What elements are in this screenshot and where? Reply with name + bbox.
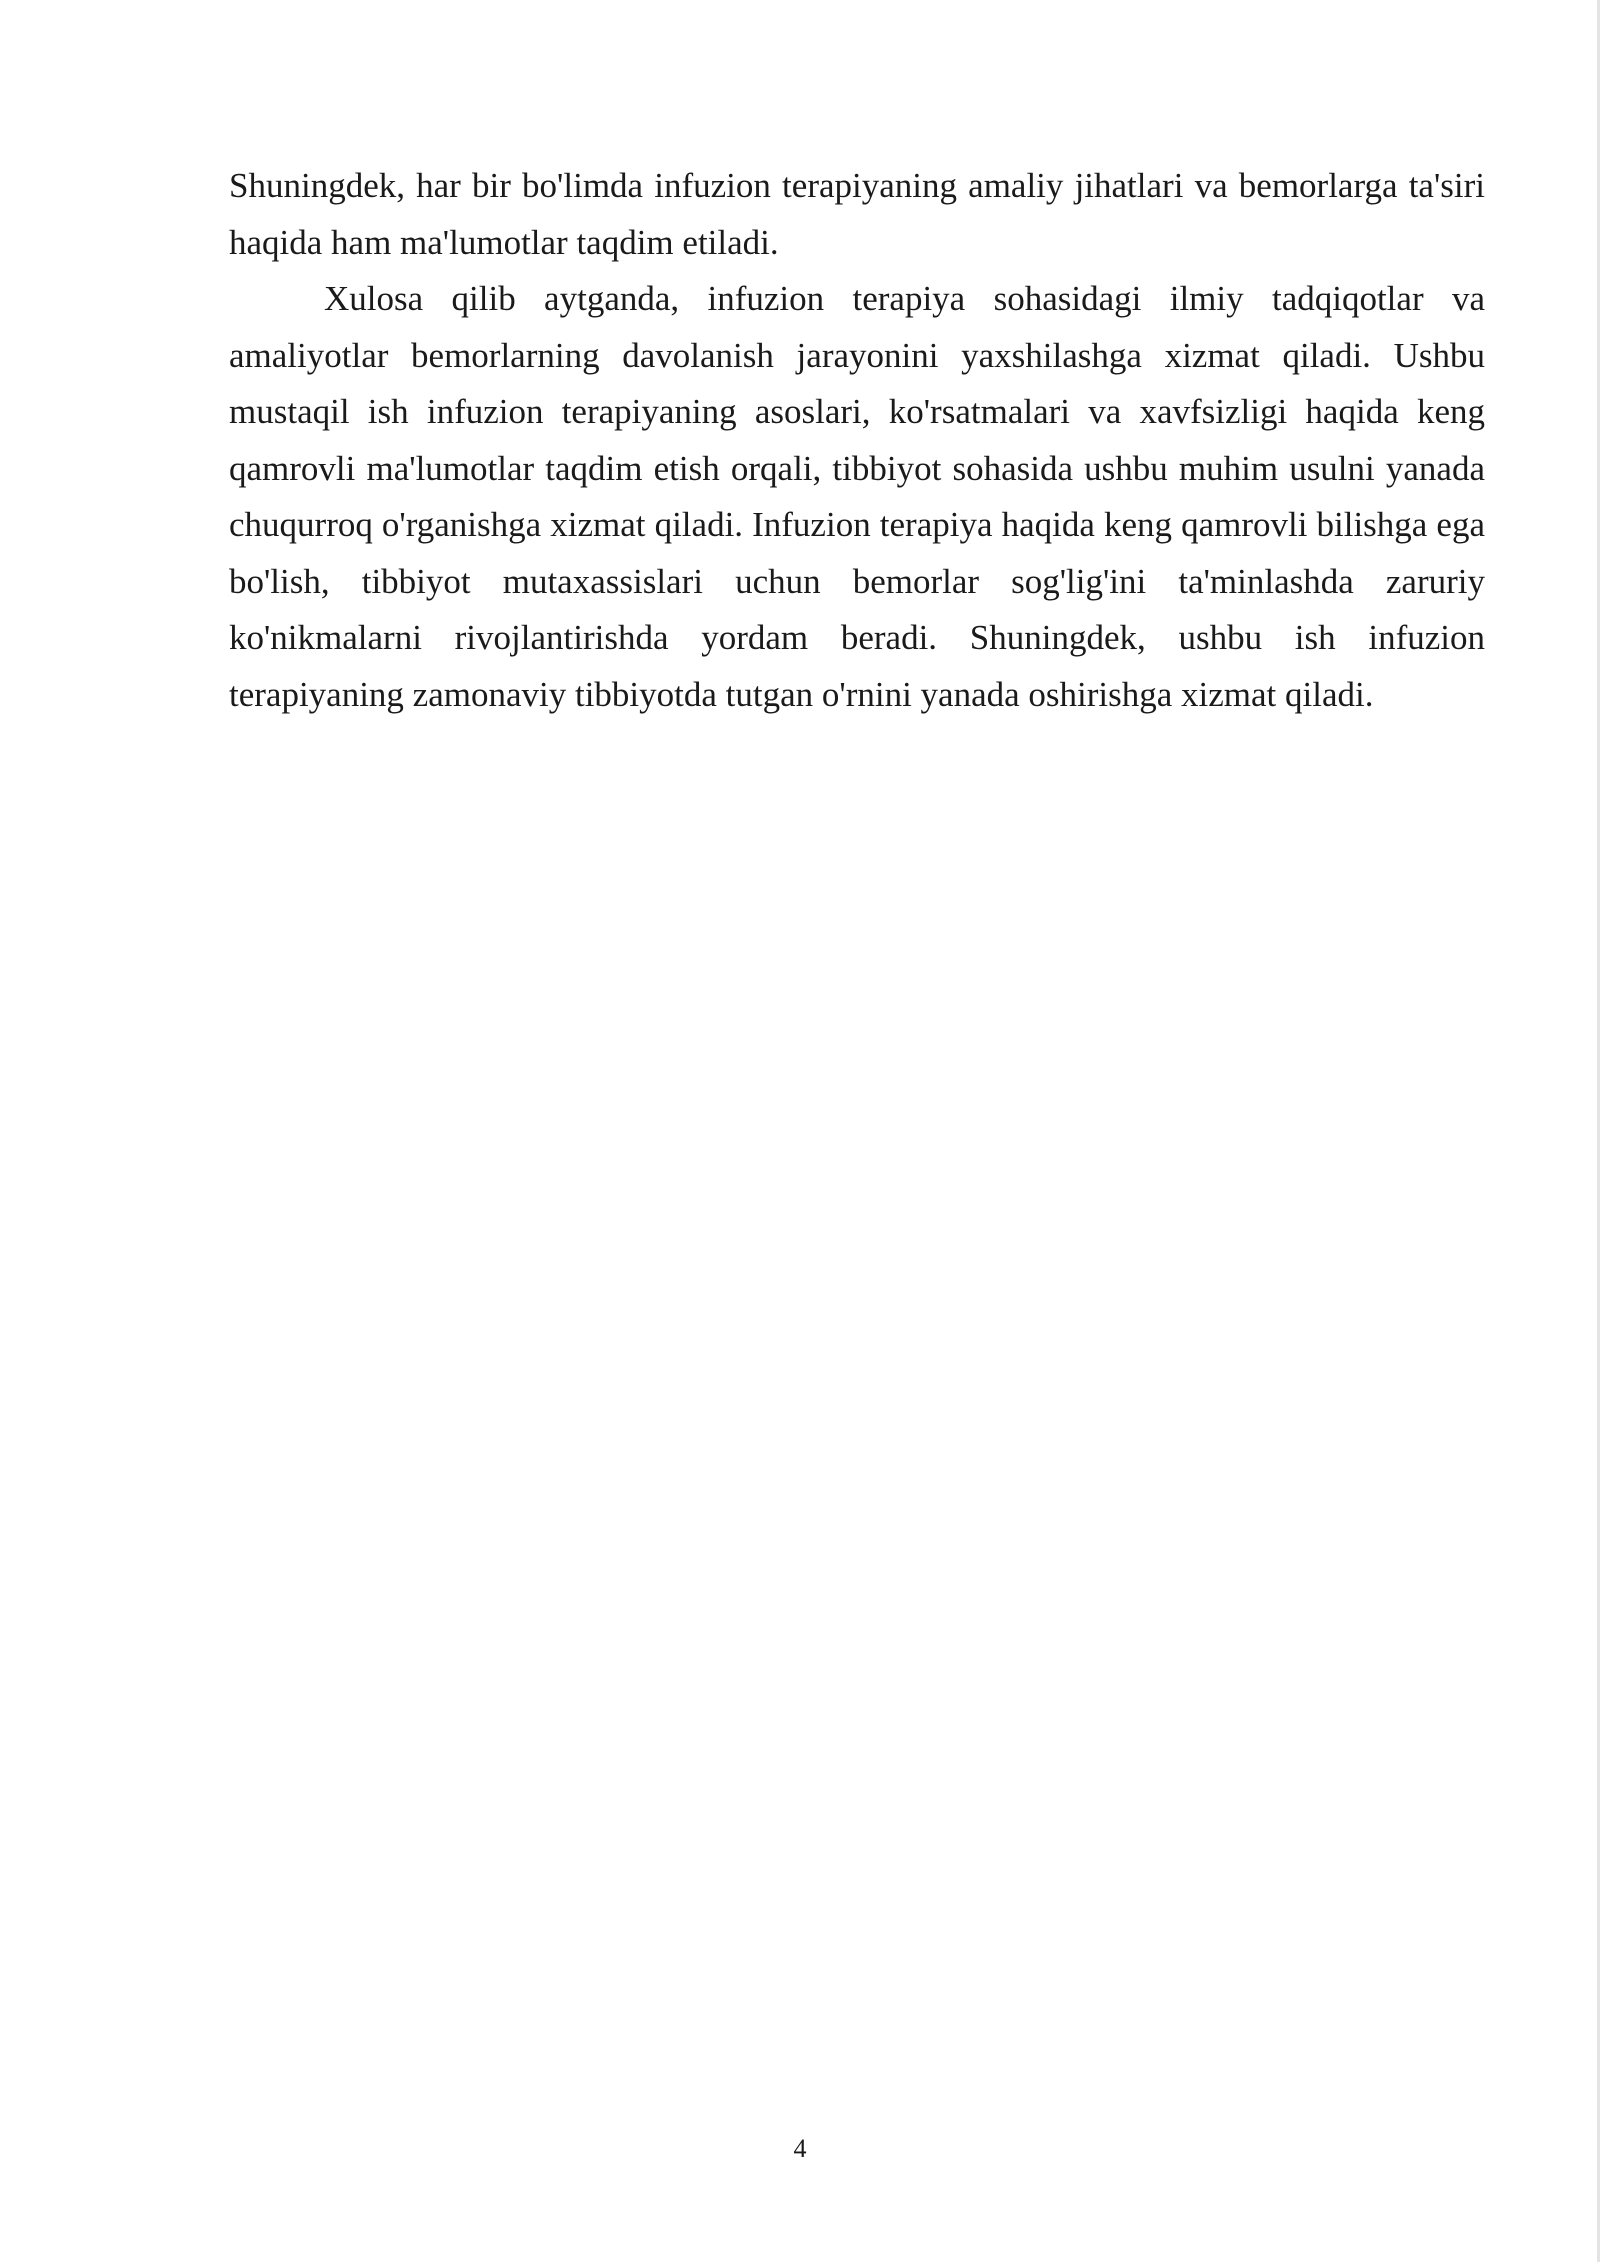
body-text (229, 158, 1485, 723)
paragraph-continued: Shuningdek, har bir bo'limda infuzion terapiyaning amaliy jihatlari va bemorlarga ta'siri haqida ham ma'lumotlar taqdim etiladi. (229, 166, 1485, 262)
paragraph-conclusion: Xulosa qilib aytganda, infuzion terapiya sohasidagi ilmiy tadqiqotlar va amaliyotlar bemorlarning davolanish jarayonini yaxshilashga xizmat qiladi. Ushbu mustaqil ish infuzion terapiyaning asoslari, ko'rsatmalari va xavfsizligi haqida keng qamrovli ma'lumotlar taqdim etish orqali, tibbiyot sohasida ushbu muhim usulni yanada chuqurroq o'rganishga xizmat qiladi. Infuzion terapiya haqida keng qamrovli bilishga ega bo'lish, tibbiyot mutaxassislari uchun bemorlar sog'lig'ini ta'minlashda zaruriy ko'nikmalarni rivojlantirishda yordam beradi. Shuningdek, ushbu ish infuzion terapiyaning zamonaviy tibbiyotda tutgan o'rnini yanada oshirishga xizmat qiladi. (229, 279, 1485, 714)
page-number: 4 (793, 2134, 807, 2163)
